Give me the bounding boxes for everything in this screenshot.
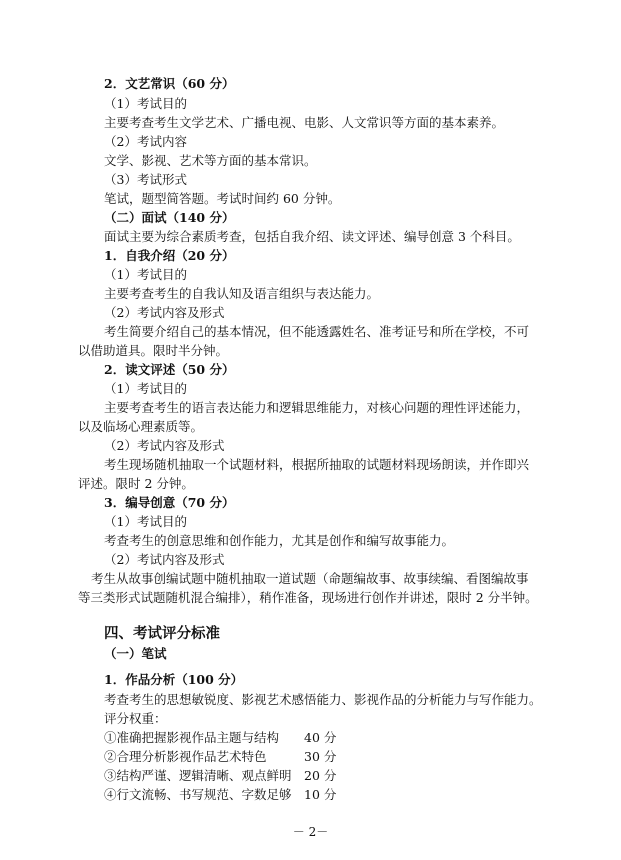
subheading-exam-purpose: （1）考试目的 (104, 96, 187, 111)
weight-score: 40 分 (304, 730, 337, 745)
weight-label: ②合理分析影视作品艺术特色 (104, 749, 267, 764)
paragraph: 面试主要为综合素质考查，包括自我介绍、读文评述、编导创意 3 个科目。 (104, 229, 520, 244)
weight-label: ④行文流畅、书写规范、字数足够 (104, 787, 292, 802)
paragraph: 笔试，题型简答题。考试时间约 60 分钟。 (104, 191, 341, 206)
paragraph: 主要考查考生的语言表达能力和逻辑思维能力，对核心问题的理性评述能力， (104, 400, 530, 415)
heading-interview: （二）面试（140 分） (104, 210, 235, 225)
paragraph: 考查考生的思想敏锐度、影视艺术感悟能力、影视作品的分析能力与写作能力。 (104, 692, 542, 707)
paragraph: 主要考查考生文学艺术、广播电视、电影、人文常识等方面的基本素养。 (104, 115, 505, 130)
subheading-exam-purpose: （1）考试目的 (104, 267, 187, 282)
page-number: － 2－ (292, 825, 329, 839)
weight-score: 10 分 (304, 787, 337, 802)
subheading-exam-format: （3）考试形式 (104, 172, 187, 187)
label-scoring-weights: 评分权重： (104, 711, 167, 726)
heading-written-exam: （一）笔试 (104, 646, 167, 661)
paragraph: 考生从故事创编试题中随机抽取一道试题（命题编故事、故事续编、看图编故事 (91, 571, 529, 586)
paragraph: 考查考生的创意思维和创作能力，尤其是创作和编写故事能力。 (104, 533, 455, 548)
paragraph: 文学、影视、艺术等方面的基本常识。 (104, 153, 317, 168)
weight-label: ③结构严谨、逻辑清晰、观点鲜明 (104, 768, 292, 783)
paragraph: 主要考查考生的自我认知及语言组织与表达能力。 (104, 286, 380, 301)
subheading-exam-content-format: （2）考试内容及形式 (104, 552, 225, 567)
heading-directing-creativity: 3．编导创意（70 分） (104, 495, 235, 510)
section-title-scoring-standards: 四、考试评分标准 (104, 625, 220, 642)
heading-reading-commentary: 2．读文评述（50 分） (104, 362, 235, 377)
paragraph-continuation: 以及临场心理素质等。 (78, 419, 204, 434)
weight-score: 30 分 (304, 749, 337, 764)
paragraph-continuation: 以借助道具。限时半分钟。 (78, 343, 229, 358)
weight-label: ①准确把握影视作品主题与结构 (104, 730, 280, 745)
subheading-exam-content-format: （2）考试内容及形式 (104, 438, 225, 453)
heading-self-introduction: 1．自我介绍（20 分） (104, 248, 235, 263)
weight-score: 20 分 (304, 768, 337, 783)
subheading-exam-purpose: （1）考试目的 (104, 381, 187, 396)
subheading-exam-purpose: （1）考试目的 (104, 514, 187, 529)
paragraph-continuation: 评述。限时 2 分钟。 (78, 476, 194, 491)
heading-literature-knowledge: 2．文艺常识（60 分） (104, 76, 235, 91)
paragraph-continuation: 等三类形式试题随机混合编排），稍作准备，现场进行创作并讲述，限时 2 分半钟。 (78, 590, 538, 605)
paragraph: 考生简要介绍自己的基本情况，但不能透露姓名、准考证号和所在学校，不可 (104, 324, 530, 339)
paragraph: 考生现场随机抽取一个试题材料，根据所抽取的试题材料现场朗读，并作即兴 (104, 457, 530, 472)
heading-work-analysis: 1．作品分析（100 分） (104, 672, 244, 687)
subheading-exam-content-format: （2）考试内容及形式 (104, 305, 225, 320)
subheading-exam-content: （2）考试内容 (104, 134, 187, 149)
